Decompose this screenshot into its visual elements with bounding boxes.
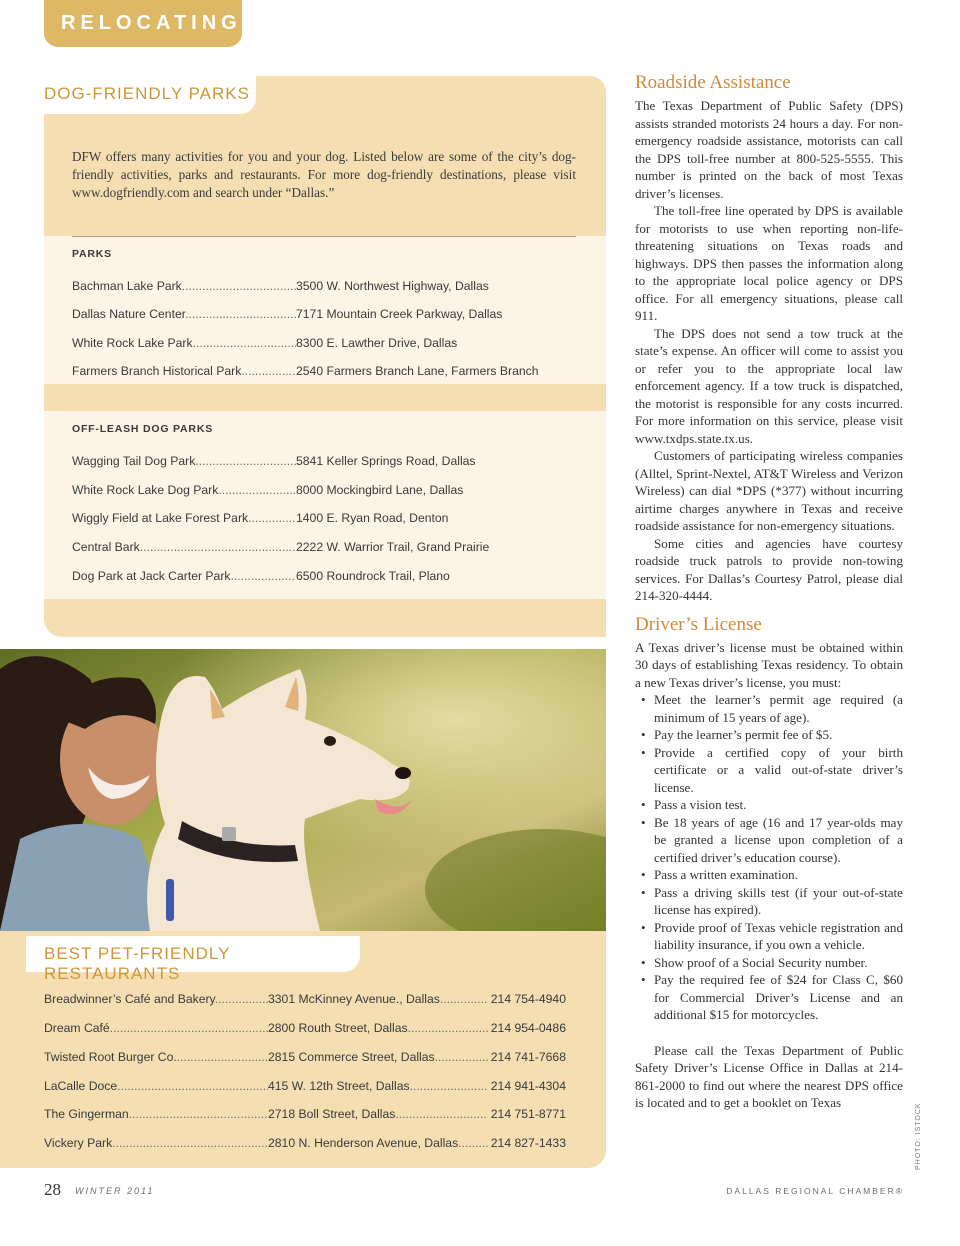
park-name: Wagging Tail Dog Park ..... xyxy=(72,452,296,470)
section-label: RELOCATING xyxy=(61,12,242,34)
park-address: 1400 E. Ryan Road, Denton xyxy=(296,511,449,525)
license-heading: Driver’s License xyxy=(635,613,762,635)
roadside-body xyxy=(635,97,903,605)
restaurant-phone: 214 941-4304 xyxy=(490,1079,566,1093)
park-address: 7171 Mountain Creek Parkway, Dallas xyxy=(296,307,503,321)
photo-credit: PHOTO: ISTOCK xyxy=(915,1102,922,1170)
restaurant-phone: 214 751-8771 xyxy=(490,1107,566,1121)
list-item: • Pay the learner’s permit fee of $5. xyxy=(641,726,903,744)
restaurant-address: 2800 Routh Street, Dallas ..... xyxy=(268,1019,488,1037)
park-address: 2222 W. Warrior Trail, Grand Prairie xyxy=(296,540,490,554)
list-item: • Show proof of a Social Security number. xyxy=(641,954,903,972)
park-address: 6500 Roundrock Trail, Plano xyxy=(296,569,450,583)
offleash-row xyxy=(72,509,592,527)
dog-parks-title: DOG-FRIENDLY PARKS xyxy=(44,84,250,103)
list-item: • Pass a driving skills test (if your out-of-state license has expired). xyxy=(641,884,903,919)
right-column xyxy=(635,72,903,1112)
offleash-row xyxy=(72,452,592,470)
park-row xyxy=(72,362,592,380)
restaurant-address: 2815 Commerce Street, Dallas ..... xyxy=(268,1048,488,1066)
roadside-paragraph: Customers of participating wireless companies (Alltel, Sprint-Nextel, AT&T Wireless and Verizon Wireless) can dial *DPS (*377) without incurring airtime charges anywhere in Texas and receive roadside assistance for non-emergency situations. xyxy=(635,448,903,533)
list-item: • Be 18 years of age (16 and 17 year-olds may be granted a license upon completion of a certified driver’s education course). xyxy=(641,814,903,867)
restaurant-row xyxy=(44,1105,584,1123)
restaurants-title-tab xyxy=(26,936,360,983)
restaurant-address: 2718 Boll Street, Dallas ..... xyxy=(268,1105,488,1123)
park-name: Central Bark ..... xyxy=(72,538,296,556)
restaurant-row xyxy=(44,1019,584,1037)
restaurant-name: Vickery Park ..... xyxy=(44,1134,268,1152)
license-closing-block xyxy=(635,1042,903,1112)
license-closing: Please call the Texas Department of Public Safety Driver’s License Office in Dallas at 214-861-2000 to find out where the nearest DPS office is located and to get a booklet on Texas xyxy=(635,1042,903,1110)
restaurant-name: Breadwinner’s Café and Bakery ..... xyxy=(44,990,268,1008)
roadside-paragraph: The Texas Department of Public Safety (DPS) assists stranded motorists 24 hours a day. For non-emergency roadside assistance, motorists can call the DPS toll-free number at 800-525-5555. This number is printed on the back of most Texas driver’s licenses. xyxy=(635,98,903,201)
list-item: • Pass a written examination. xyxy=(641,866,903,884)
park-name: White Rock Lake Park ..... xyxy=(72,334,296,352)
park-name: Farmers Branch Historical Park ..... xyxy=(72,362,296,380)
park-name: Wiggly Field at Lake Forest Park ..... xyxy=(72,509,296,527)
offleash-row xyxy=(72,481,592,499)
park-row xyxy=(72,305,592,323)
park-address: 2540 Farmers Branch Lane, Farmers Branch xyxy=(296,364,539,378)
license-requirements-list xyxy=(641,691,903,1024)
roadside-paragraph: The toll-free line operated by DPS is available for motorists to use when reporting non-life-threatening situations on Texas roads and highways. DPS then passes the information along to the appropriate local police agency or DPS office. For all emergency situations, please call 911. xyxy=(635,203,903,323)
restaurant-phone: 214 754-4940 xyxy=(490,992,566,1006)
restaurant-phone: 214 827-1433 xyxy=(490,1136,566,1150)
roadside-heading: Roadside Assistance xyxy=(635,72,791,93)
list-item: • Provide a certified copy of your birth certificate or a valid out-of-state driver’s license. xyxy=(641,744,903,797)
park-name: White Rock Lake Dog Park ..... xyxy=(72,481,296,499)
restaurant-row xyxy=(44,990,584,1008)
restaurant-name: The Gingerman ..... xyxy=(44,1105,268,1123)
dog-parks-title-tab xyxy=(26,76,256,114)
issue-label: WINTER 2011 xyxy=(75,1186,155,1196)
organization-label: DALLAS REGIONAL CHAMBER® xyxy=(726,1186,904,1196)
list-item: • Pay the required fee of $24 for Class C, $60 for Commercial Driver’s License and an additional $15 for motorcycles. xyxy=(641,971,903,1024)
parks-heading: PARKS xyxy=(72,248,112,260)
list-item: • Meet the learner’s permit age required (a minimum of 15 years of age). xyxy=(641,691,903,726)
restaurant-phone: 214 954-0486 xyxy=(490,1021,566,1035)
park-address: 3500 W. Northwest Highway, Dallas xyxy=(296,279,489,293)
dog-parks-intro: DFW offers many activities for you and your dog. Listed below are some of the city’s dog-friendly activities, parks and restaurants. For more dog-friendly destinations, please visit www.dogfriendly.com and search under “Dallas.” xyxy=(72,149,576,200)
offleash-heading: OFF-LEASH DOG PARKS xyxy=(72,423,214,435)
roadside-paragraph: The DPS does not send a tow truck at the state’s expense. An officer will come to assist you or refer you to the appropriate local law enforcement agency. If a tow truck is dispatched, the motorist is responsible for any costs incurred. For more information on this service, please visit www.txdps.state.tx.us. xyxy=(635,325,903,446)
restaurant-row xyxy=(44,1134,584,1152)
park-name: Dog Park at Jack Carter Park ..... xyxy=(72,567,296,585)
woman-and-dog-photo xyxy=(0,649,606,931)
section-tab xyxy=(44,0,242,47)
list-item: • Provide proof of Texas vehicle registration and liability insurance, if you own a vehicle. xyxy=(641,919,903,954)
park-address: 5841 Keller Springs Road, Dallas xyxy=(296,454,476,468)
license-intro: A Texas driver’s license must be obtained within 30 days of establishing Texas residency. To obtain a new Texas driver’s license, you must: xyxy=(635,639,903,690)
offleash-row xyxy=(72,567,592,585)
license-body xyxy=(635,639,903,692)
restaurant-phone: 214 741-7668 xyxy=(490,1050,566,1064)
restaurants-title: BEST PET-FRIENDLY RESTAURANTS xyxy=(44,944,231,983)
restaurant-address: 3301 McKinney Avenue., Dallas ..... xyxy=(268,990,488,1008)
restaurant-name: Dream Café ..... xyxy=(44,1019,268,1037)
restaurant-address: 415 W. 12th Street, Dallas ..... xyxy=(268,1077,488,1095)
roadside-paragraph: Some cities and agencies have courtesy roadside truck patrols to provide non-towing services. For Dallas’s Courtesy Patrol, please dial 214-320-4444. xyxy=(635,535,903,603)
park-address: 8000 Mockingbird Lane, Dallas xyxy=(296,483,464,497)
restaurant-name: Twisted Root Burger Co. ..... xyxy=(44,1048,268,1066)
page-number: 28 xyxy=(44,1180,61,1199)
park-row xyxy=(72,277,592,295)
park-name: Dallas Nature Center ..... xyxy=(72,305,296,323)
restaurant-row xyxy=(44,1048,584,1066)
park-name: Bachman Lake Park ..... xyxy=(72,277,296,295)
restaurant-row xyxy=(44,1077,584,1095)
list-item: • Pass a vision test. xyxy=(641,796,903,814)
offleash-row xyxy=(72,538,592,556)
restaurant-address: 2810 N. Henderson Avenue, Dallas ..... xyxy=(268,1134,488,1152)
park-address: 8300 E. Lawther Drive, Dallas xyxy=(296,336,458,350)
restaurant-name: LaCalle Doce ..... xyxy=(44,1077,268,1095)
divider xyxy=(72,236,576,237)
park-row xyxy=(72,334,592,352)
